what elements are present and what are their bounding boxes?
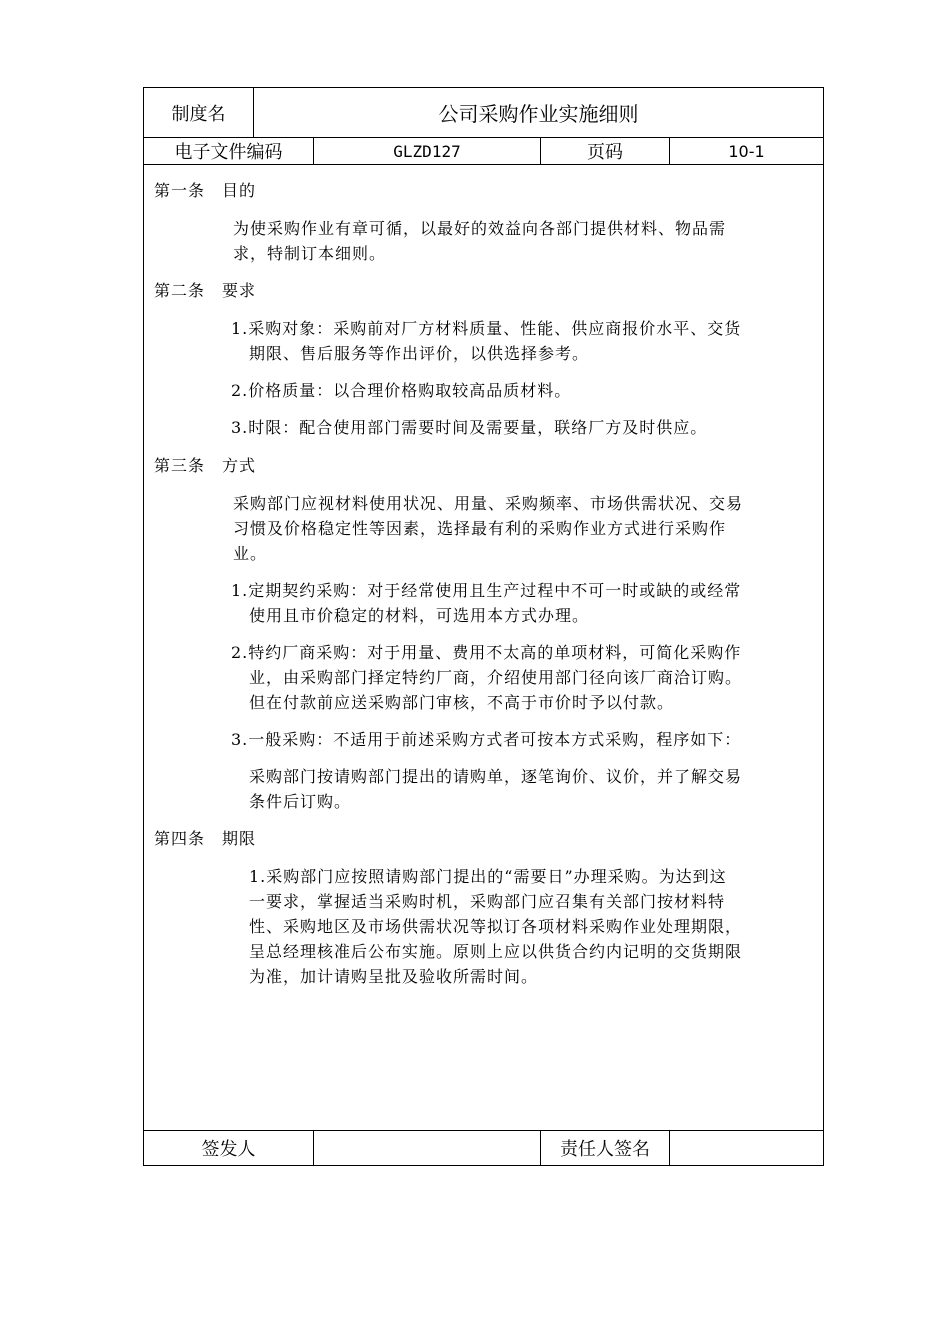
- title-row: [144, 88, 823, 138]
- article-3-item-1: 使用且市价稳定的材料，可选用本方式办理。: [249, 606, 590, 625]
- document-form: [143, 87, 824, 1166]
- article-3-heading: 第三条 方式: [154, 456, 257, 475]
- article-3-procedure: 条件后订购。: [249, 792, 352, 811]
- article-4-item-1: 1.采购部门应按照请购部门提出的“需要日”办理采购。为达到这: [249, 867, 727, 886]
- page-label: 页码: [541, 138, 670, 164]
- document-title: 公司采购作业实施细则: [438, 102, 639, 126]
- article-3-text: 采购部门应视材料使用状况、用量、采购频率、市场供需状况、交易: [233, 494, 744, 513]
- code-value: GLZD127: [314, 138, 541, 164]
- responsible-signature-field[interactable]: [670, 1131, 823, 1165]
- article-3-item-2: 2.特约厂商采购：对于用量、费用不太高的单项材料，可简化采购作: [231, 643, 742, 662]
- article-2-item-2: 2.价格质量：以合理价格购取较高品质材料。: [231, 381, 572, 400]
- code-row: [144, 138, 823, 165]
- article-3-procedure: 采购部门按请购部门提出的请购单，逐笔询价、议价，并了解交易: [249, 767, 743, 786]
- article-4-item-1: 呈总经理核准后公布实施。原则上应以供货合约内记明的交货期限: [249, 942, 743, 961]
- issuer-field[interactable]: [314, 1131, 541, 1165]
- article-1-heading: 第一条 目的: [154, 181, 257, 200]
- article-4-item-1: 一要求，掌握适当采购时机，采购部门应召集有关部门按材料特: [249, 892, 726, 911]
- article-4-heading: 第四条 期限: [154, 829, 257, 848]
- article-1-text: 求，特制订本细则。: [233, 244, 387, 263]
- article-3-text: 业。: [233, 544, 268, 563]
- article-1-text: 为使采购作业有章可循，以最好的效益向各部门提供材料、物品需: [233, 219, 727, 238]
- page-value: 10-1: [728, 141, 765, 161]
- article-3-item-1: 1.定期契约采购：对于经常使用且生产过程中不可一时或缺的或经常: [231, 581, 742, 600]
- article-3-item-3: 3.一般采购：不适用于前述采购方式者可按本方式采购，程序如下：: [231, 730, 742, 749]
- regulation-body: [144, 165, 823, 1132]
- code-label: 电子文件编码: [144, 138, 314, 164]
- responsible-label: 责任人签名: [541, 1131, 670, 1165]
- article-2-item-3: 3.时限：配合使用部门需要时间及需要量，联络厂方及时供应。: [231, 418, 708, 437]
- article-2-item-1: 期限、售后服务等作出评价，以供选择参考。: [249, 344, 590, 363]
- article-3-item-2: 业，由采购部门择定特约厂商，介绍使用部门径向该厂商洽订购。: [249, 668, 743, 687]
- issuer-label: 签发人: [144, 1131, 314, 1165]
- article-3-text: 习惯及价格稳定性等因素，选择最有利的采购作业方式进行采购作: [233, 519, 727, 538]
- article-2-heading: 第二条 要求: [154, 281, 257, 300]
- article-4-item-1: 性、采购地区及市场供需状况等拟订各项材料采购作业处理期限，: [249, 917, 743, 936]
- name-label: 制度名: [144, 88, 254, 137]
- article-3-item-2: 但在付款前应送采购部门审核，不高于市价时予以付款。: [249, 693, 675, 712]
- article-4-item-1: 为准，加计请购呈批及验收所需时间。: [249, 967, 539, 986]
- article-2-item-1: 1.采购对象：采购前对厂方材料质量、性能、供应商报价水平、交货: [231, 319, 742, 338]
- signature-row: [144, 1130, 823, 1165]
